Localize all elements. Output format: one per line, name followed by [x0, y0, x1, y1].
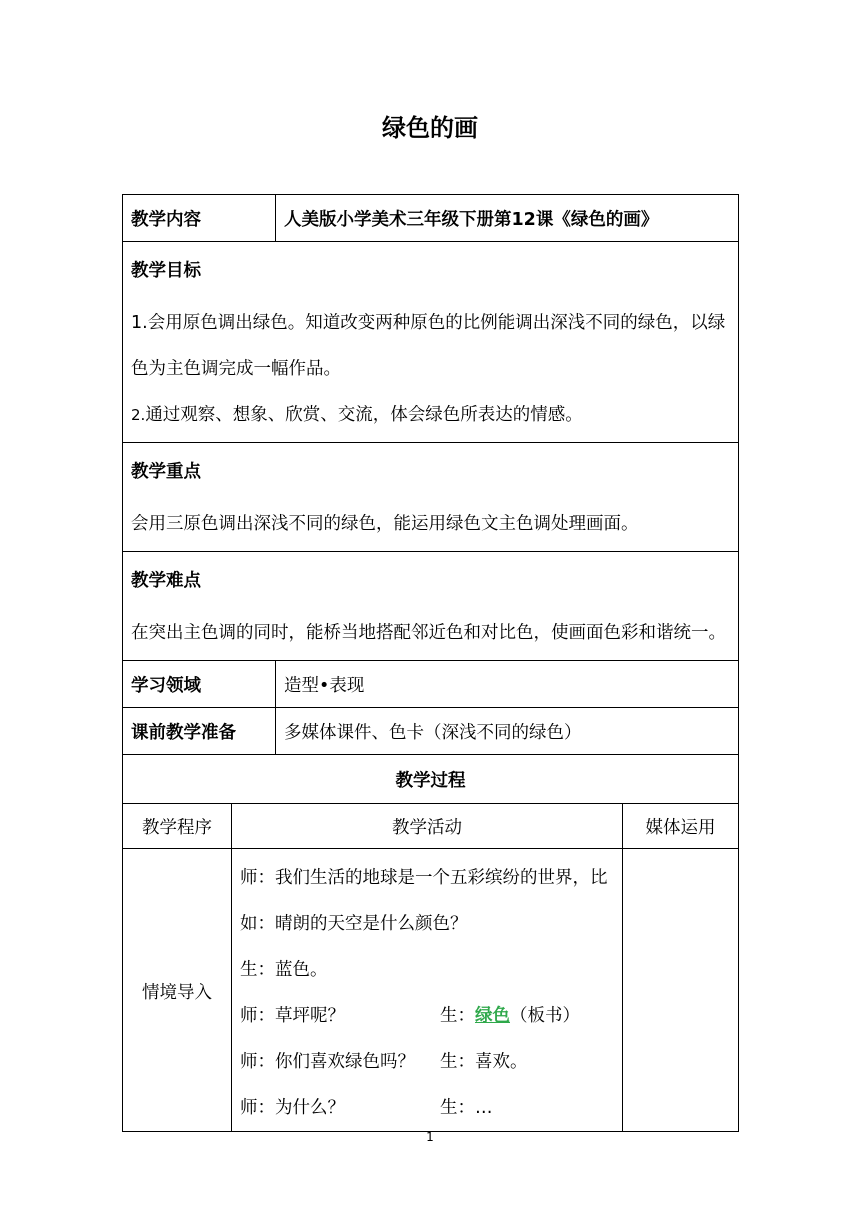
col-activity-header: 教学活动	[232, 804, 623, 849]
page-number: 1	[426, 1130, 434, 1144]
dialogue-line-3-teacher: 师：草坪呢？	[240, 1006, 345, 1026]
difficulty-row	[123, 552, 739, 661]
prep-value: 多媒体课件、色卡（深浅不同的绿色）	[276, 708, 739, 755]
prep-row	[123, 708, 739, 755]
dialogue-line-3	[240, 993, 614, 1039]
process-title: 教学过程	[123, 755, 739, 804]
media-cell	[623, 849, 739, 1132]
dialogue-line-5-teacher: 师：为什么？	[240, 1098, 345, 1118]
dialogue-line-4-teacher: 师：你们喜欢绿色吗？	[240, 1052, 415, 1072]
dialogue-line-3-student	[440, 993, 580, 1039]
stage-label: 情境导入	[142, 983, 212, 1003]
col-program-header: 教学程序	[123, 804, 232, 849]
goal-2-text: 通过观察、想象、欣赏、交流，体会绿色所表达的情感。	[145, 405, 583, 425]
blackboard-note: （板书）	[510, 1006, 580, 1026]
difficulty-cell	[123, 552, 739, 661]
key-text: 会用三原色调出深浅不同的绿色，能运用绿色文主色调处理画面。	[131, 514, 639, 534]
process-title-row	[123, 755, 739, 804]
difficulty-text: 在突出主色调的同时，能桥当地搭配邻近色和对比色，使画面色彩和谐统一。	[131, 623, 726, 643]
domain-value: 造型•表现	[276, 661, 739, 708]
col-media-header: 媒体运用	[623, 804, 739, 849]
content-value: 人美版小学美术三年级下册第12课《绿色的画》	[276, 195, 739, 242]
document-title: 绿色的画	[382, 114, 478, 142]
content-label: 教学内容	[123, 195, 276, 242]
key-cell	[123, 443, 739, 552]
dialogue-line-5	[240, 1085, 614, 1131]
dialogue-line-4	[240, 1039, 614, 1085]
key-label: 教学重点	[131, 462, 201, 482]
goals-label: 教学目标	[131, 261, 201, 281]
difficulty-label: 教学难点	[131, 571, 201, 591]
domain-label: 学习领域	[123, 661, 276, 708]
lesson-plan-table	[122, 194, 739, 1132]
dialogue-line-2: 生：蓝色。	[240, 960, 328, 980]
goals-row	[123, 242, 739, 443]
dialogue-line-5-student: 生：…	[440, 1098, 493, 1118]
process-header-row	[123, 804, 739, 849]
content-row	[123, 195, 739, 242]
dialogue-line-1: 师：我们生活的地球是一个五彩缤纷的世界，比如：晴朗的天空是什么颜色？	[240, 868, 608, 934]
student-prefix: 生：	[440, 1006, 475, 1026]
goals-cell	[123, 242, 739, 443]
dialogue-line-4-student: 生：喜欢。	[440, 1052, 528, 1072]
activity-cell	[232, 849, 623, 1132]
green-blackboard-word: 绿色	[475, 1006, 510, 1026]
goal-2	[131, 392, 730, 438]
goal-1: 1.会用原色调出绿色。知道改变两种原色的比例能调出深浅不同的绿色，以绿色为主色调完成一幅作品。	[131, 313, 726, 379]
domain-row	[123, 661, 739, 708]
stage-cell	[123, 849, 232, 1132]
process-row	[123, 849, 739, 1132]
prep-label: 课前教学准备	[123, 708, 276, 755]
key-row	[123, 443, 739, 552]
goal-2-number: 2.	[131, 406, 146, 424]
